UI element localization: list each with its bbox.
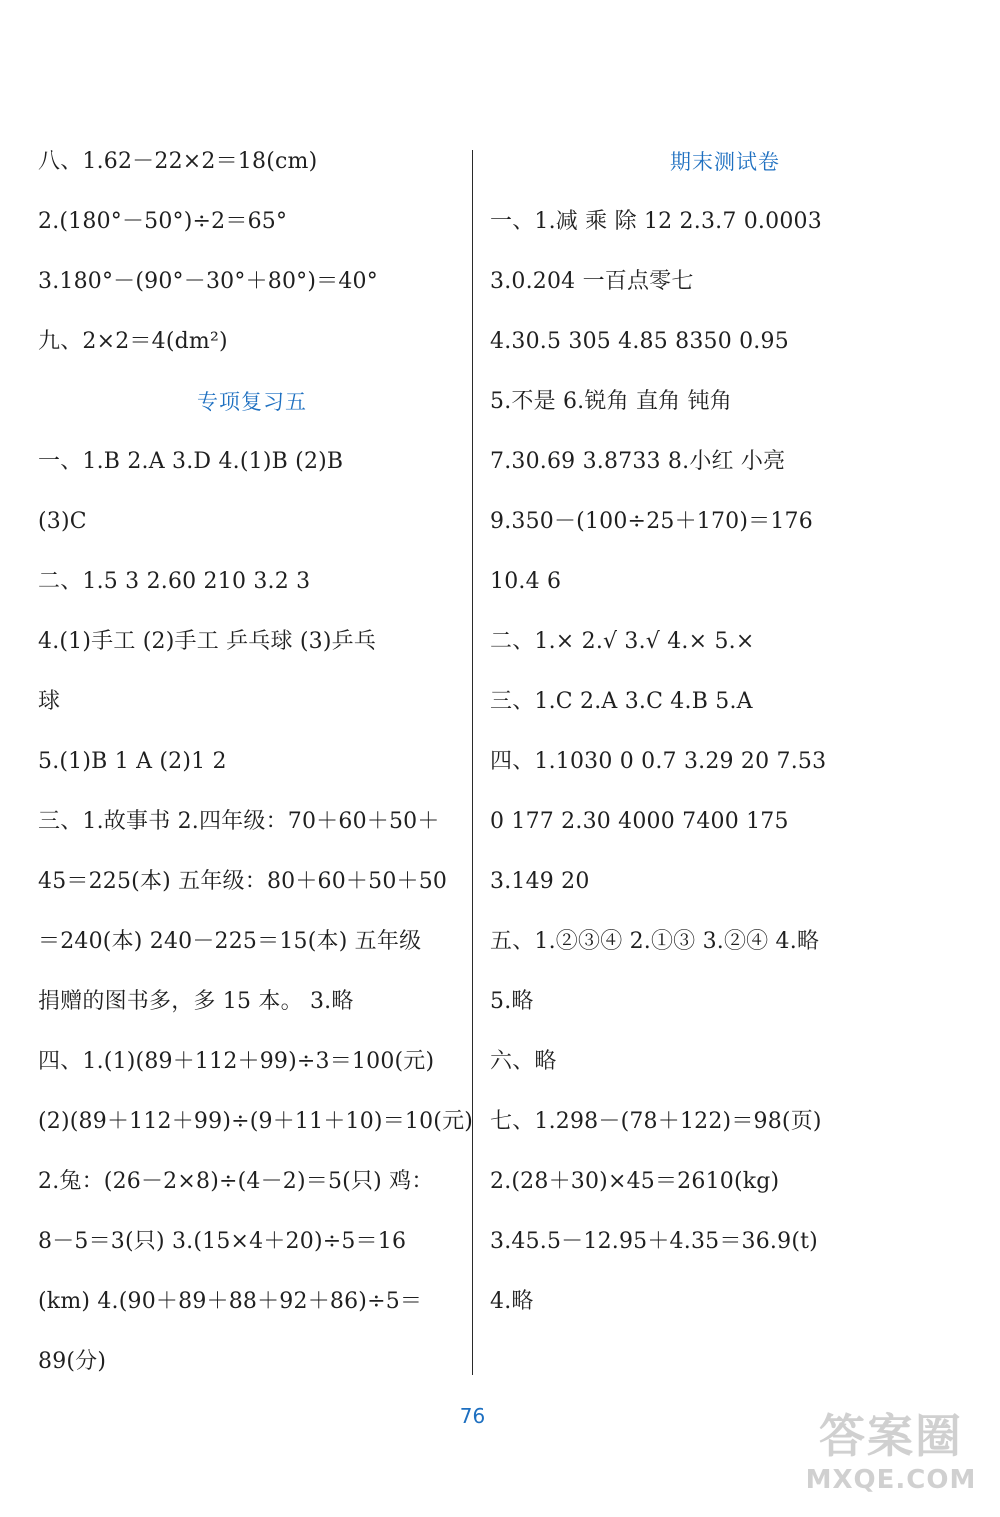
answer-line: 2.(180°－50°)÷2＝65° — [38, 209, 288, 234]
section-title: 期末测试卷 — [670, 150, 780, 174]
answer-line: 捐赠的图书多，多 15 本。 3.略 — [38, 989, 354, 1014]
answer-line: 5.略 — [490, 989, 534, 1014]
answer-line: 二、1.5 3 2.60 210 3.2 3 — [38, 569, 311, 594]
watermark-site: MXQE.COM — [805, 1465, 977, 1495]
answer-line: 四、1.(1)(89＋112＋99)÷3＝100(元) — [38, 1049, 435, 1074]
answer-line: 5.不是 6.锐角 直角 钝角 — [490, 389, 732, 414]
answer-line: 7.30.69 3.8733 8.小红 小亮 — [490, 449, 786, 474]
answer-line: 3.180°－(90°－30°＋80°)＝40° — [38, 269, 378, 294]
answer-line: 七、1.298－(78＋122)＝98(页) — [490, 1109, 822, 1134]
answer-line: (3)C — [38, 509, 87, 534]
answer-line: 四、1.1030 0 0.7 3.29 20 7.53 — [490, 749, 827, 774]
answer-line: 9.350－(100÷25＋170)＝176 — [490, 509, 813, 534]
answer-line: 2.(28＋30)×45＝2610(kg) — [490, 1169, 780, 1194]
answer-line: 一、1.减 乘 除 12 2.3.7 0.0003 — [490, 209, 822, 234]
answer-line: 九、2×2＝4(dm²) — [38, 329, 228, 354]
section-title: 专项复习五 — [197, 390, 307, 414]
left-column — [38, 140, 474, 1400]
answer-line: 五、1.②③④ 2.①③ 3.②④ 4.略 — [490, 929, 820, 954]
answer-line: ＝240(本) 240－225＝15(本) 五年级 — [38, 929, 422, 954]
answer-line: 二、1.× 2.√ 3.√ 4.× 5.× — [490, 629, 755, 654]
answer-line: 4.(1)手工 (2)手工 乒乓球 (3)乒乓 — [38, 629, 377, 654]
answer-line: 3.45.5－12.95＋4.35＝36.9(t) — [490, 1229, 818, 1254]
answer-line: 4.30.5 305 4.85 8350 0.95 — [490, 329, 789, 354]
answer-line: 3.149 20 — [490, 869, 590, 894]
answer-line: 0 177 2.30 4000 7400 175 — [490, 809, 789, 834]
answer-line: (2)(89＋112＋99)÷(9＋11＋10)＝10(元) — [38, 1109, 474, 1134]
answer-line: (km) 4.(90＋89＋88＋92＋86)÷5＝ — [38, 1289, 423, 1314]
answer-line: 2.兔：(26－2×8)÷(4－2)＝5(只) 鸡： — [38, 1169, 434, 1194]
answer-line: 3.0.204 一百点零七 — [490, 269, 694, 294]
watermark-mark: 答案圈 — [819, 1409, 963, 1463]
answer-line: 45＝225(本) 五年级：80＋60＋50＋50 — [38, 869, 448, 894]
answer-line: 八、1.62－22×2＝18(cm) — [38, 149, 318, 174]
answer-line: 三、1.C 2.A 3.C 4.B 5.A — [490, 689, 753, 714]
answer-line: 10.4 6 — [490, 569, 562, 594]
answer-line: 89(分) — [38, 1349, 107, 1374]
answer-line: 5.(1)B 1 A (2)1 2 — [38, 749, 227, 774]
answer-line: 8－5＝3(只) 3.(15×4＋20)÷5＝16 — [38, 1229, 407, 1254]
watermark-logo — [796, 1409, 986, 1509]
answer-line: 一、1.B 2.A 3.D 4.(1)B (2)B — [38, 449, 344, 474]
right-column — [490, 140, 960, 1340]
column-divider — [472, 150, 473, 1375]
answer-line: 六、略 — [490, 1049, 557, 1074]
page-number: 76 — [459, 1404, 486, 1428]
answer-line: 三、1.故事书 2.四年级：70＋60＋50＋ — [38, 809, 440, 834]
answer-line: 球 — [38, 689, 61, 714]
answer-line: 4.略 — [490, 1289, 534, 1314]
